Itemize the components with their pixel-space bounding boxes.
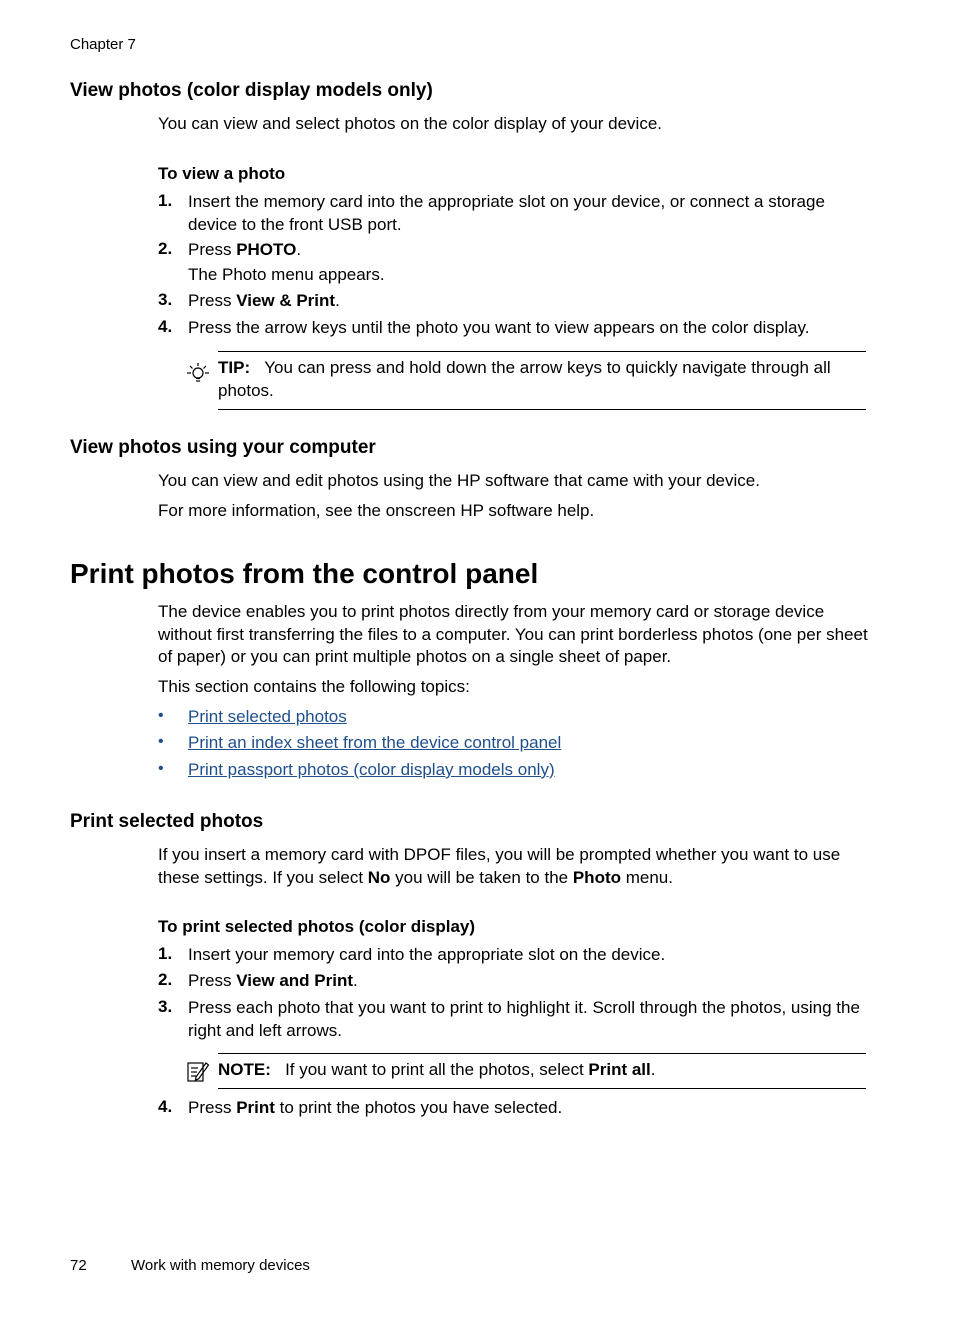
procedure-title: To print selected photos (color display) (158, 917, 476, 936)
step-number: 1. (158, 944, 173, 963)
step-result: The Photo menu appears. (188, 265, 385, 284)
section-title: Print photos from the control panel (70, 558, 539, 589)
note-box: NOTE: If you want to print all the photos, select Print all. (218, 1060, 656, 1079)
step-number: 1. (158, 191, 173, 210)
step-text: Press the arrow keys until the photo you want to view appears on the color display. (188, 318, 810, 337)
link-print-passport-photos[interactable]: Print passport photos (color display models only) (188, 760, 555, 779)
tip-bottom-rule (218, 409, 866, 410)
bullet: • (158, 760, 164, 777)
step-number: 3. (158, 997, 173, 1016)
step-text: Press PHOTO. (188, 240, 302, 259)
chapter-label: Chapter 7 (70, 36, 136, 53)
step-text: Insert your memory card into the appropriate slot on the device. (188, 945, 666, 964)
intro-text: You can view and select photos on the color display of your device. (158, 114, 663, 133)
paragraph: The device enables you to print photos directly from your memory card or storage device without first transferring the files to a computer. You can print borderless photos (one per sheet of paper) or you can print multiple photos on a single sheet of paper. (158, 602, 868, 666)
step-text: Press View and Print. (188, 971, 358, 990)
link-print-index-sheet[interactable]: Print an index sheet from the device control panel (188, 733, 562, 752)
bullet: • (158, 707, 164, 724)
step-number: 4. (158, 317, 173, 336)
page-number: 72 (70, 1257, 87, 1274)
note-bottom-rule (218, 1088, 866, 1089)
note-pencil-icon (186, 1058, 210, 1084)
step-number: 3. (158, 290, 173, 309)
step-number: 2. (158, 239, 173, 258)
footer-title: Work with memory devices (131, 1257, 310, 1274)
step-text: Insert the memory card into the appropriate slot on your device, or connect a storage device to the front USB port. (188, 192, 825, 234)
step-number: 2. (158, 970, 173, 989)
step-number: 4. (158, 1097, 173, 1116)
step-text: Press each photo that you want to print to highlight it. Scroll through the photos, using the right and left arrows. (188, 998, 860, 1040)
tip-text: You can press and hold down the arrow keys to quickly navigate through all photos. (218, 358, 831, 400)
procedure-title: To view a photo (158, 164, 286, 183)
lightbulb-icon (186, 360, 210, 386)
note-top-rule (218, 1053, 866, 1054)
step-text: Press Print to print the photos you have selected. (188, 1098, 563, 1117)
paragraph: This section contains the following topics: (158, 677, 470, 696)
paragraph: You can view and edit photos using the HP software that came with your device. (158, 471, 760, 490)
link-print-selected-photos[interactable]: Print selected photos (188, 707, 347, 726)
step-text: Press View & Print. (188, 291, 340, 310)
heading-view-photos-computer: View photos using your computer (70, 437, 376, 458)
tip-box (218, 357, 866, 402)
bullet: • (158, 733, 164, 750)
tip-label: TIP: (218, 358, 251, 377)
paragraph: If you insert a memory card with DPOF files, you will be prompted whether you want to use these settings. If you select No you will be taken to the Photo menu. (158, 845, 841, 887)
tip-top-rule (218, 351, 866, 352)
heading-view-photos-display: View photos (color display models only) (70, 80, 433, 101)
heading-print-selected: Print selected photos (70, 811, 264, 832)
paragraph: For more information, see the onscreen HP software help. (158, 501, 595, 520)
note-label: NOTE: (218, 1060, 271, 1079)
